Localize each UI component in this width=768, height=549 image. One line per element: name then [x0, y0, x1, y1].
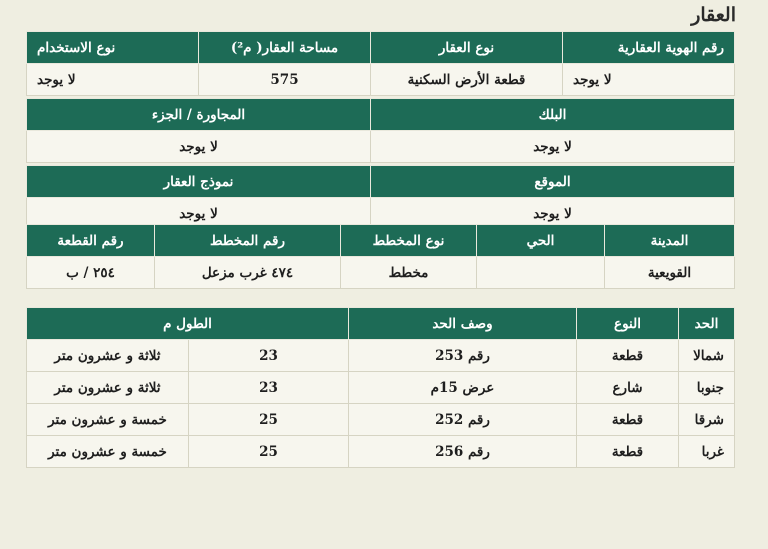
model-header: نموذج العقار [27, 166, 371, 198]
location-header-row [27, 166, 735, 198]
plan-header-row [27, 225, 735, 257]
boundary-type: قطعة [577, 404, 679, 436]
adjacent-header: المجاورة / الجزء [27, 99, 371, 131]
boundary-row [27, 436, 735, 468]
property-header-row [27, 32, 735, 64]
block-header: البلك [371, 99, 735, 131]
boundary-length-text: ثلاثة و عشرون متر [27, 372, 189, 404]
plan-details-table [26, 224, 735, 289]
plan-values-row [27, 257, 735, 289]
plan-type-value: مخطط [341, 257, 477, 289]
block-value: لا يوجد [371, 131, 735, 163]
plan-number-value: ٤٧٤ غرب مزعل [155, 257, 341, 289]
boundary-type: شارع [577, 372, 679, 404]
area-value: 575 [199, 64, 371, 96]
usage-type-header: نوع الاستخدام [27, 32, 199, 64]
area-header: مساحة العقار( م²) [199, 32, 371, 64]
boundary-type: قطعة [577, 436, 679, 468]
boundary-length-text: ثلاثة و عشرون متر [27, 340, 189, 372]
boundary-row [27, 404, 735, 436]
city-header: المدينة [605, 225, 735, 257]
plot-number-value: ٢٥٤ / ب [27, 257, 155, 289]
boundary-row [27, 372, 735, 404]
boundary-description: عرض 15م [349, 372, 577, 404]
boundaries-header-row [27, 308, 735, 340]
length-header: الطول م [27, 308, 349, 340]
plan-type-header: نوع المخطط [341, 225, 477, 257]
usage-type-value: لا يوجد [27, 64, 199, 96]
property-type-value: قطعة الأرض السكنية [371, 64, 563, 96]
model-value: لا يوجد [27, 198, 371, 230]
city-value: القويعية [605, 257, 735, 289]
plan-number-header: رقم المخطط [155, 225, 341, 257]
district-header: الحي [477, 225, 605, 257]
boundary-type: قطعة [577, 340, 679, 372]
identity-number-value: لا يوجد [563, 64, 735, 96]
boundary-length-text: خمسة و عشرون متر [27, 436, 189, 468]
type-header: النوع [577, 308, 679, 340]
location-header: الموقع [371, 166, 735, 198]
boundary-description: رقم 253 [349, 340, 577, 372]
description-header: وصف الحد [349, 308, 577, 340]
block-header-row [27, 99, 735, 131]
boundary-row [27, 340, 735, 372]
property-type-header: نوع العقار [371, 32, 563, 64]
boundary-length: 25 [189, 436, 349, 468]
property-values-row [27, 64, 735, 96]
district-value [477, 257, 605, 289]
plot-number-header: رقم القطعة [27, 225, 155, 257]
boundaries-table [26, 307, 735, 468]
boundary-description: رقم 256 [349, 436, 577, 468]
boundary-side: شمالا [679, 340, 735, 372]
boundary-description: رقم 252 [349, 404, 577, 436]
boundary-length-text: خمسة و عشرون متر [27, 404, 189, 436]
page-title: العقار [691, 4, 736, 26]
boundary-side: غربا [679, 436, 735, 468]
block-values-row [27, 131, 735, 163]
boundary-length: 25 [189, 404, 349, 436]
boundary-side: جنوبا [679, 372, 735, 404]
boundary-length: 23 [189, 372, 349, 404]
boundary-side: شرقا [679, 404, 735, 436]
property-details-table [26, 31, 735, 230]
boundary-length: 23 [189, 340, 349, 372]
identity-number-header: رقم الهوية العقارية [563, 32, 735, 64]
adjacent-value: لا يوجد [27, 131, 371, 163]
side-header: الحد [679, 308, 735, 340]
location-value: لا يوجد [371, 198, 735, 230]
